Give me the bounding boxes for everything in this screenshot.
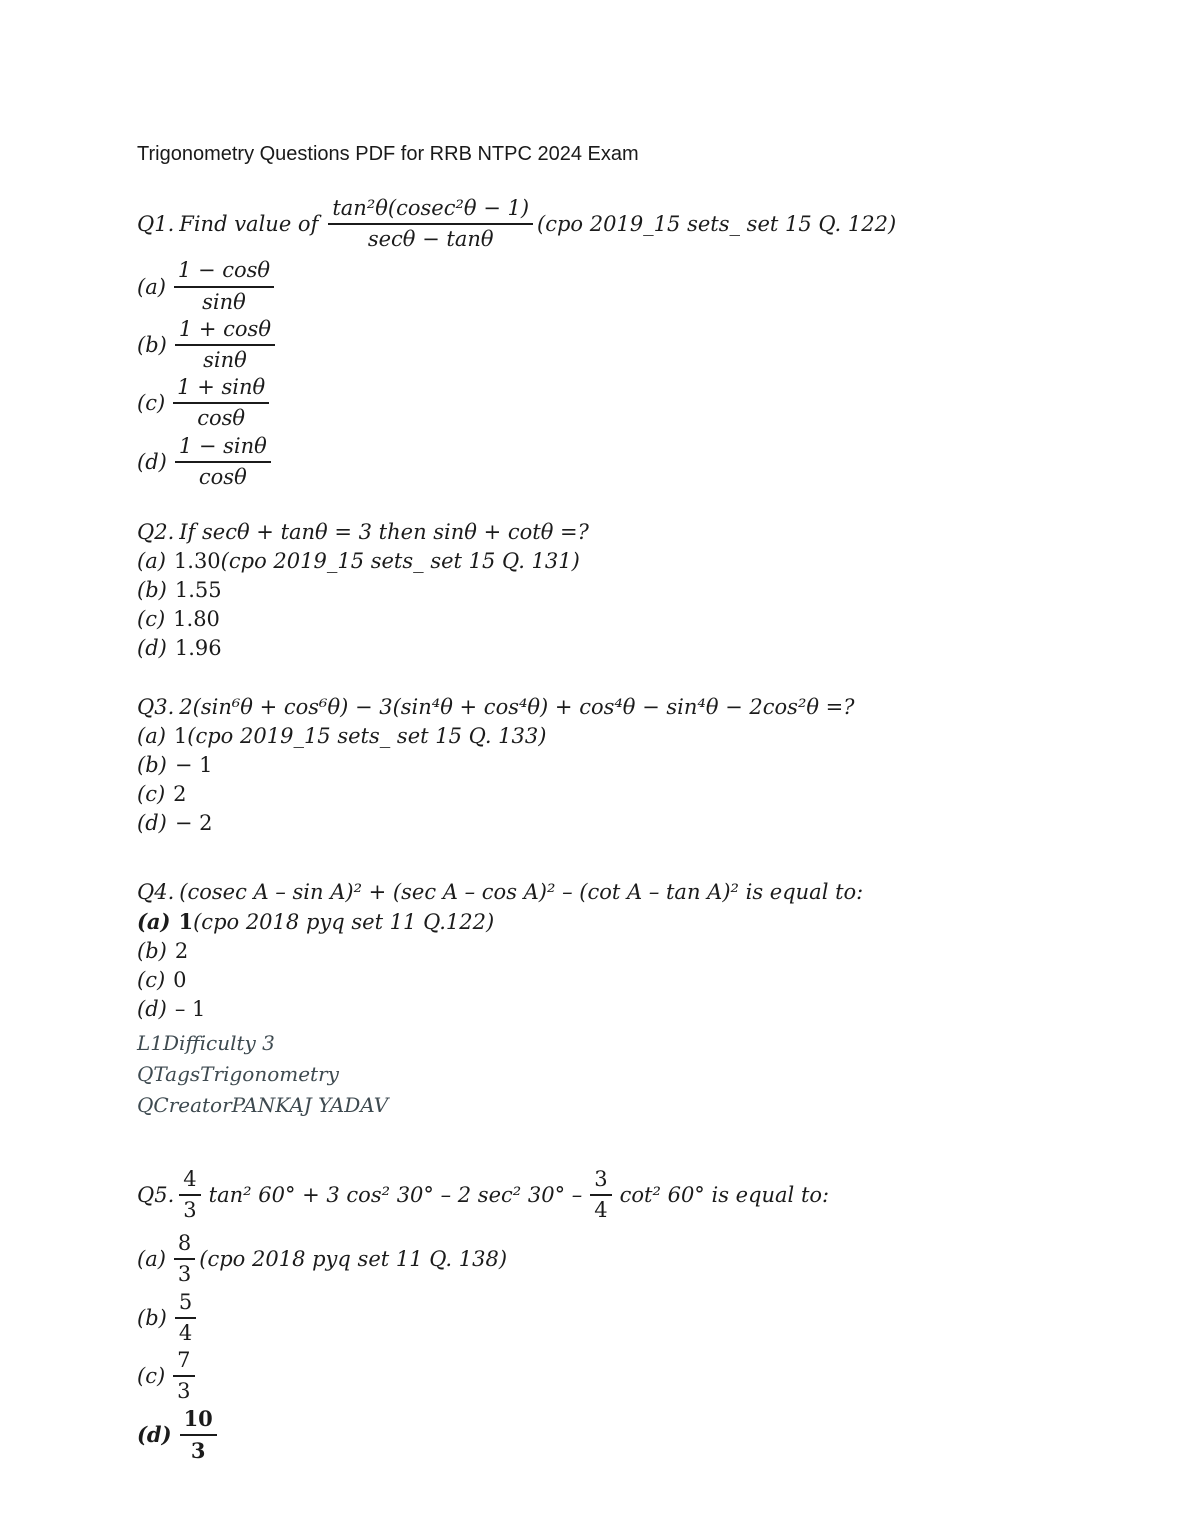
q1-option-a xyxy=(137,258,1147,314)
question-4-metadata xyxy=(137,1028,1147,1121)
fraction-numerator: 8 xyxy=(177,1231,192,1256)
option-value: 1 xyxy=(178,908,194,934)
question-2-number: Q2. xyxy=(137,519,175,544)
option-label: (d) xyxy=(137,810,167,835)
option-value: 0 xyxy=(173,967,187,992)
option-label: (a) xyxy=(137,723,166,748)
fraction-denominator: 3 xyxy=(180,1434,217,1463)
option-value: − 1 xyxy=(174,752,213,777)
qcreator-tag: QCreatorPANKAJ YADAV xyxy=(137,1092,389,1117)
fraction-denominator: sinθ xyxy=(174,286,274,315)
option-label: (a) xyxy=(137,908,171,934)
option-source: (cpo 2019_15 sets_ set 15 Q. 133) xyxy=(187,723,547,748)
q5-option-b xyxy=(137,1290,1147,1346)
option-label: (b) xyxy=(137,752,167,777)
q1-option-d xyxy=(137,434,1147,490)
option-label: (d) xyxy=(137,449,167,474)
qtags-tag: QTagsTrigonometry xyxy=(137,1061,339,1086)
q2-option-d xyxy=(137,634,1147,663)
question-2-text: If secθ + tanθ = 3 then sinθ + cotθ =? xyxy=(179,519,589,544)
option-label: (c) xyxy=(137,967,166,992)
q4-option-c xyxy=(137,966,1147,995)
question-4-stem xyxy=(137,878,1147,907)
q3-option-d xyxy=(137,809,1147,838)
option-value: − 2 xyxy=(174,810,213,835)
question-3-stem xyxy=(137,693,1147,722)
option-value: 2 xyxy=(173,781,187,806)
q2-option-c xyxy=(137,605,1147,634)
q4-option-d xyxy=(137,995,1147,1024)
option-label: (a) xyxy=(137,274,166,299)
option-fraction xyxy=(174,1231,195,1287)
q5-option-c xyxy=(137,1348,1147,1404)
question-5-text-tail: cot² 60° is equal to: xyxy=(619,1183,830,1208)
q4-option-b xyxy=(137,937,1147,966)
page-title: Trigonometry Questions PDF for RRB NTPC 2024 Exam xyxy=(137,143,639,165)
option-value: 2 xyxy=(174,938,189,963)
option-source: (cpo 2018 pyq set 11 Q.122) xyxy=(193,909,495,934)
question-1-number: Q1. xyxy=(137,212,175,237)
question-5-text-middle: tan² 60° + 3 cos² 30° – 2 sec² 30° – xyxy=(208,1183,583,1208)
question-1-lead: Find value of xyxy=(179,212,319,237)
fraction-denominator: cosθ xyxy=(175,461,271,490)
q3-option-c xyxy=(137,780,1147,809)
option-value: 1.96 xyxy=(174,635,222,660)
option-value: 1.30 xyxy=(173,548,221,573)
question-1-source: (cpo 2019_15 sets_ set 15 Q. 122) xyxy=(537,212,897,237)
q4-option-a xyxy=(137,907,1147,937)
fraction-numerator: 4 xyxy=(183,1166,197,1191)
option-fraction xyxy=(180,1406,217,1462)
option-label: (c) xyxy=(137,781,166,806)
option-fraction xyxy=(173,375,269,431)
option-label: (b) xyxy=(137,938,167,963)
question-4-number: Q4. xyxy=(137,879,175,904)
question-1-fraction xyxy=(328,196,533,252)
q5-option-d xyxy=(137,1406,1147,1462)
fraction-numerator: 1 + sinθ xyxy=(177,375,266,400)
option-value: 1.55 xyxy=(174,577,222,602)
fraction-numerator: 7 xyxy=(177,1348,191,1372)
question-3 xyxy=(137,693,1147,838)
option-label: (b) xyxy=(137,1305,167,1330)
question-3-number: Q3. xyxy=(137,694,175,719)
question-4-text: (cosec A – sin A)² + (sec A – cos A)² – (cot A – tan A)² is equal to: xyxy=(179,879,864,904)
question-5-number: Q5. xyxy=(137,1183,175,1208)
option-fraction xyxy=(173,1348,194,1404)
question-3-text: 2(sin⁶θ + cos⁶θ) − 3(sin⁴θ + cos⁴θ) + cos⁴θ − sin⁴θ − 2cos²θ =? xyxy=(179,694,855,719)
option-label: (c) xyxy=(137,1364,166,1389)
option-value: – 1 xyxy=(174,996,206,1021)
fraction-denominator: cosθ xyxy=(173,402,269,431)
q3-option-a xyxy=(137,722,1147,751)
option-fraction xyxy=(175,434,271,490)
question-4 xyxy=(137,878,1147,1121)
question-1-stem xyxy=(137,196,1147,252)
option-label: (c) xyxy=(137,391,166,416)
option-label: (d) xyxy=(137,635,167,660)
fraction-denominator: 3 xyxy=(179,1194,200,1223)
question-5-stem xyxy=(137,1167,1147,1223)
fraction-numerator: 5 xyxy=(178,1289,193,1314)
option-label: (c) xyxy=(137,606,166,631)
question-2 xyxy=(137,518,1147,663)
option-value: 1 xyxy=(173,723,188,748)
q1-option-c xyxy=(137,375,1147,431)
q2-option-a xyxy=(137,547,1147,576)
fraction-numerator: 1 + cosθ xyxy=(178,316,271,341)
q3-option-b xyxy=(137,751,1147,780)
option-fraction xyxy=(174,258,274,314)
fraction-denominator: sinθ xyxy=(175,344,275,373)
fraction-numerator: 1 − sinθ xyxy=(178,433,267,458)
fraction-denominator: 4 xyxy=(590,1194,611,1223)
fraction-numerator: 3 xyxy=(594,1166,608,1191)
fraction-numerator: 10 xyxy=(183,1406,213,1432)
q5-option-a xyxy=(137,1231,1147,1287)
fraction-numerator: tan²θ(cosec²θ − 1) xyxy=(332,196,530,220)
option-label: (d) xyxy=(137,996,167,1021)
option-label: (b) xyxy=(137,577,167,602)
fraction-denominator: 3 xyxy=(174,1258,195,1287)
difficulty-tag: L1Difficulty 3 xyxy=(137,1030,275,1055)
option-fraction xyxy=(175,1290,196,1346)
option-value: 1.80 xyxy=(173,606,220,631)
fraction-numerator: 1 − cosθ xyxy=(177,258,271,283)
fraction-denominator: 4 xyxy=(175,1317,196,1346)
option-source: (cpo 2019_15 sets_ set 15 Q. 131) xyxy=(220,548,580,573)
question-5 xyxy=(137,1167,1147,1463)
option-fraction xyxy=(175,317,275,373)
question-1 xyxy=(137,196,1147,490)
question-2-stem xyxy=(137,518,1147,547)
option-label: (a) xyxy=(137,1247,166,1272)
option-source: (cpo 2018 pyq set 11 Q. 138) xyxy=(199,1247,508,1272)
option-label: (d) xyxy=(137,1422,172,1448)
option-label: (b) xyxy=(137,332,167,357)
option-label: (a) xyxy=(137,548,166,573)
question-5-fraction-2 xyxy=(590,1167,611,1223)
fraction-denominator: 3 xyxy=(173,1375,194,1404)
fraction-denominator: secθ − tanθ xyxy=(328,223,533,252)
q1-option-b xyxy=(137,317,1147,373)
question-5-fraction-1 xyxy=(179,1167,200,1223)
q2-option-b xyxy=(137,576,1147,605)
